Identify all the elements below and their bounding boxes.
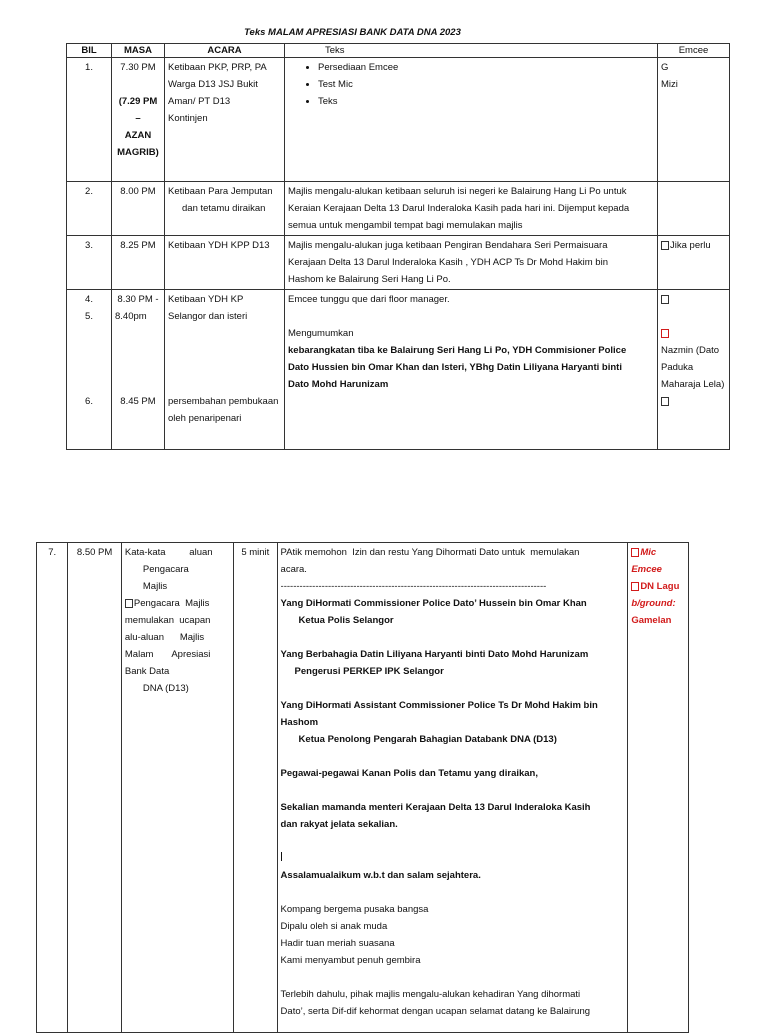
list-item: • Teks (318, 93, 654, 110)
row-acara: Ketibaan Para Jemputan dan tetamu diraikan (165, 182, 285, 236)
row-acara: Kata-kata aluan Pengacara Majlis Pengacara Majlis memulakan ucapan alu-aluan Majlis Malam Apresiasi Bank Data DNA (D13) (121, 543, 233, 1033)
header-emcee: Emcee (658, 44, 730, 58)
list-item: • Test Mic (318, 76, 654, 93)
row-acara: Ketibaan YDH KPP D13 (165, 236, 285, 290)
row-teks: PAtik memohon Izin dan restu Yang Dihormati Dato untuk memulakan acara. ------------------------------------------------------------------------------------ Yang DiHormati Commissioner Police Dato’ Hussein bin Omar Khan Ketua Polis Selangor Yang Berbahagia Datin Liliyana Haryanti binti Dato Mohd Harunizam Pengerusi PERKEP IPK Selangor Yang DiHormati Assistant Commissioner Police Ts Dr Mohd Hakim bin Hashom Ketua Penolong Pengarah Bahagian Databank DNA (D13) Pegawai-pegawai Kanan Polis dan Tetamu yang diraikan, Sekalian mamanda menteri Kerajaan Delta 13 Darul Inderaloka Kasih dan rakyat jelata sekalian. Assalamualaikum w.b.t dan salam sejahtera. Kompang bergema pusaka bangsa Dipalu oleh si anak muda Hadir tuan meriah suasana Kami menyambut penuh gembira Terlebih dahulu, pihak majlis mengalu-alukan kehadiran Yang dihormati Dato’, serta Dif-dif kehormat dengan ucapan selamat datang ke Balairung (277, 543, 628, 1033)
checkbox-icon (661, 397, 669, 406)
row-bil: 2. (67, 182, 112, 236)
checkbox-icon (661, 295, 669, 304)
row-emcee: G Mizi (658, 58, 730, 182)
header-acara: ACARA (165, 44, 285, 58)
row-durasi: 5 minit (234, 543, 277, 1033)
header-teks: Teks (285, 44, 658, 58)
row-teks: Majlis mengalu-alukan ketibaan seluruh isi negeri ke Balairung Hang Li Po untuk Keraian Kerajaan Delta 13 Darul Inderaloka Kasih pada hari ini. Dijemput kepada semua untuk mengambil tempat bagi memulakan majlis (285, 182, 658, 236)
row-bil: 4. 5. 6. (67, 290, 112, 450)
checkbox-icon (661, 329, 669, 338)
checkbox-icon (125, 599, 133, 608)
list-item: • Persediaan Emcee (318, 59, 654, 76)
table-row (67, 236, 730, 290)
row-bil: 1. (67, 58, 112, 182)
table-row (67, 182, 730, 236)
checkbox-icon (631, 582, 639, 591)
table-row (67, 58, 730, 182)
text-cursor (281, 852, 282, 861)
row-masa: 8.50 PM (68, 543, 122, 1033)
header-bil: BIL (67, 44, 112, 58)
row-teks: Majlis mengalu-alukan juga ketibaan Pengiran Bendahara Seri Permaisuara Kerajaan Delta 13 Darul Inderaloka Kasih , YDH ACP Ts Dr Mohd Hakim bin Hashom ke Balairung Seri Hang Li Po. (285, 236, 658, 290)
row-emcee: Mic Emcee DN Lagu b/ground: Gamelan (628, 543, 689, 1033)
row-masa: 8.25 PM (112, 236, 165, 290)
row-masa: 7.30 PM (7.29 PM – AZAN MAGRIB) (112, 58, 165, 182)
table-row (67, 290, 730, 450)
schedule-table-2 (36, 542, 689, 1033)
checkbox-icon (661, 241, 669, 250)
table-header-row (67, 44, 730, 58)
row-acara: Ketibaan PKP, PRP, PA Warga D13 JSJ Bukit Aman/ PT D13 Kontinjen (165, 58, 285, 182)
row-teks: Emcee tunggu que dari floor manager. Mengumumkan kebarangkatan tiba ke Balairung Seri Hang Li Po, YDH Commisioner Police Dato Hussien bin Omar Khan dan Isteri, YBhg Datin Liliyana Haryanti binti Dato Mohd Harunizam (285, 290, 658, 450)
header-masa: MASA (112, 44, 165, 58)
table-row (37, 543, 689, 1033)
row-emcee: Nazmin (Dato Paduka Maharaja Lela) (658, 290, 730, 450)
row-teks (285, 58, 658, 182)
prep-list (288, 59, 654, 110)
divider-dashes: ------------------------------------------------------------------------------------ (280, 581, 547, 592)
row-bil: 7. (37, 543, 68, 1033)
schedule-table-1 (66, 43, 730, 450)
document-title: Teks MALAM APRESIASI BANK DATA DNA 2023 (244, 27, 461, 38)
row-bil: 3. (67, 236, 112, 290)
checkbox-icon (631, 548, 639, 557)
row-masa: 8.00 PM (112, 182, 165, 236)
row-acara: Ketibaan YDH KP Selangor dan isteri persembahan pembukaan oleh penaripenari (165, 290, 285, 450)
row-emcee (658, 182, 730, 236)
row-masa: 8.30 PM - 8.40pm 8.45 PM (112, 290, 165, 450)
row-emcee: Jika perlu (658, 236, 730, 290)
